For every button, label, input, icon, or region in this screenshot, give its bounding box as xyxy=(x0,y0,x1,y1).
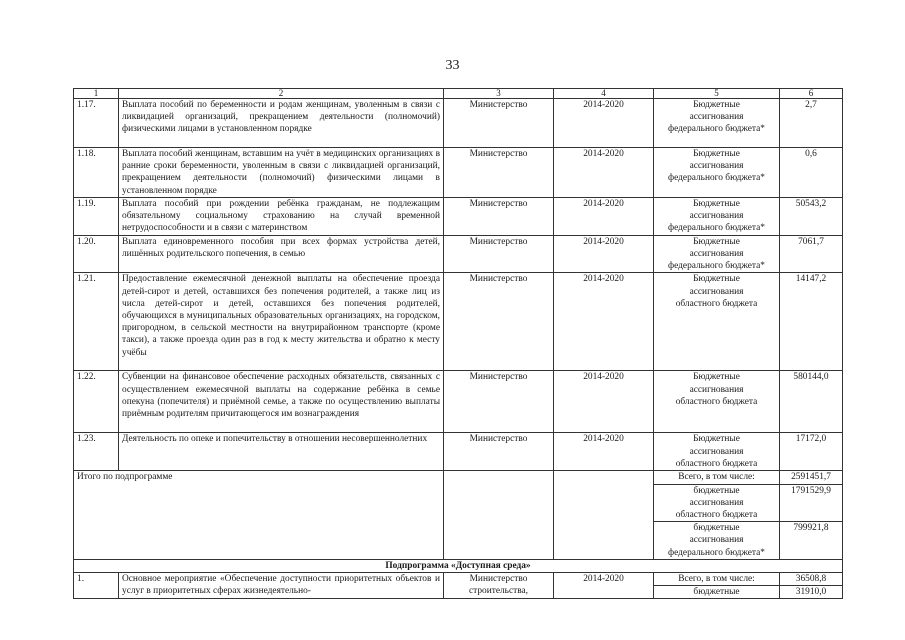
total-source: Всего, в том числе: xyxy=(654,471,780,484)
row-description: Выплата пособий при рождении ребёнка гражданам, не подлежащим обязательному социальному страхованию на случай временной нетрудоспособности и в связи с материнством xyxy=(119,197,444,235)
row-funding-source: Бюджетные ассигнования федерального бюджета* xyxy=(654,197,780,235)
row-period: 2014-2020 xyxy=(554,197,654,235)
row-period: 2014-2020 xyxy=(554,433,654,471)
row-description: Выплата пособий женщинам, вставшим на учёт в медицинских организациях в ранние сроки беременности, уволенным в связи с ликвидацией организаций, прекращением деятельности (полномочий) физическими лицами в установленном порядке xyxy=(119,148,444,198)
table-row xyxy=(74,371,843,433)
table-row xyxy=(74,433,843,471)
table-row xyxy=(74,573,843,586)
row-funding-source: Бюджетные ассигнования областного бюджета xyxy=(654,433,780,471)
row-funding-source: Бюджетные ассигнования федерального бюджета* xyxy=(654,235,780,273)
row-description: Деятельность по опеке и попечительству в отношении несовершеннолетних xyxy=(119,433,444,471)
table-row xyxy=(74,148,843,198)
total-label: Итого по подпрограмме xyxy=(74,471,444,559)
row-funding-source: Бюджетные ассигнования областного бюджета xyxy=(654,273,780,371)
total-row xyxy=(74,471,843,484)
header-col-2: 2 xyxy=(119,89,444,99)
row-description: Выплата единовременного пособия при всех формах устройства детей, лишённых родительского попечения, в семью xyxy=(119,235,444,273)
table-row xyxy=(74,273,843,371)
total-amount: 799921,8 xyxy=(780,522,843,560)
row-amount: 50543,2 xyxy=(780,197,843,235)
total-period-empty xyxy=(554,471,654,559)
row-description: Предоставление ежемесячной денежной выплаты на обеспечение проезда детей-сирот и детей, оставшихся без попечения родителей, а также лиц из числа детей-сирот и детей, оставшихся без попечения родителей, обучающихся в муниципальных образовательных организациях, на городском, пригородном, в сельской местности на внутрирайонном транспорте (кроме такси), а также проезда один раз в год к месту жительства и обратно к месту учёбы xyxy=(119,273,444,371)
row-period: 2014-2020 xyxy=(554,148,654,198)
section-row xyxy=(74,559,843,572)
total-source: бюджетные ассигнования областного бюджета xyxy=(654,484,780,522)
header-col-6: 6 xyxy=(780,89,843,99)
row-period: 2014-2020 xyxy=(554,235,654,273)
row-executor: Министерство xyxy=(444,148,554,198)
header-col-5: 5 xyxy=(654,89,780,99)
row-funding-source: Бюджетные ассигнования федерального бюджета* xyxy=(654,99,780,148)
row-number: 1.20. xyxy=(74,235,119,273)
row-executor: Министерство строительства, xyxy=(444,573,554,599)
total-amount: 2591451,7 xyxy=(780,471,843,484)
row-number: 1.21. xyxy=(74,273,119,371)
row-number: 1.22. xyxy=(74,371,119,433)
section-title: Подпрограмма «Доступная среда» xyxy=(74,559,843,572)
row-period: 2014-2020 xyxy=(554,573,654,599)
table-row xyxy=(74,235,843,273)
row-amount: 17172,0 xyxy=(780,433,843,471)
row-executor: Министерство xyxy=(444,371,554,433)
program-table xyxy=(73,88,843,599)
row-amount: 36508,8 xyxy=(780,573,843,586)
page-number: 33 xyxy=(445,58,460,73)
row-amount: 580144,0 xyxy=(780,371,843,433)
row-number: 1.19. xyxy=(74,197,119,235)
table-row xyxy=(74,99,843,148)
row-description: Субвенции на финансовое обеспечение расходных обязательств, связанных с осуществлением ежемесячной выплаты на содержание ребёнка в семье опекуна (попечителя) и приёмной семье, а также по осуществлению выплаты приёмным родителям причитающегося им вознаграждения xyxy=(119,371,444,433)
row-amount: 0,6 xyxy=(780,148,843,198)
row-number: 1.17. xyxy=(74,99,119,148)
total-source: бюджетные ассигнования федерального бюджета* xyxy=(654,522,780,560)
row-executor: Министерство xyxy=(444,433,554,471)
row-funding-source: Бюджетные ассигнования областного бюджета xyxy=(654,371,780,433)
header-row xyxy=(74,89,843,99)
row-period: 2014-2020 xyxy=(554,99,654,148)
row-funding-source: Бюджетные ассигнования федерального бюджета* xyxy=(654,148,780,198)
row-number: 1. xyxy=(74,573,119,599)
row-amount: 14147,2 xyxy=(780,273,843,371)
row-executor: Министерство xyxy=(444,197,554,235)
header-col-1: 1 xyxy=(74,89,119,99)
row-description: Выплата пособий по беременности и родам женщинам, уволенным в связи с ликвидацией организаций, прекращением деятельности (полномочий) физическими лицами в установленном порядке xyxy=(119,99,444,148)
header-col-4: 4 xyxy=(554,89,654,99)
row-funding-source: бюджетные xyxy=(654,586,780,599)
total-executor-empty xyxy=(444,471,554,559)
row-amount: 7061,7 xyxy=(780,235,843,273)
total-amount: 1791529,9 xyxy=(780,484,843,522)
row-number: 1.23. xyxy=(74,433,119,471)
row-number: 1.18. xyxy=(74,148,119,198)
row-executor: Министерство xyxy=(444,235,554,273)
row-period: 2014-2020 xyxy=(554,273,654,371)
row-executor: Министерство xyxy=(444,99,554,148)
row-amount: 31910,0 xyxy=(780,586,843,599)
table-row xyxy=(74,197,843,235)
row-amount: 2,7 xyxy=(780,99,843,148)
row-executor: Министерство xyxy=(444,273,554,371)
row-description: Основное мероприятие «Обеспечение доступности приоритетных объектов и услуг в приоритетных сферах жизнедеятельно- xyxy=(119,573,444,599)
row-funding-source: Всего, в том числе: xyxy=(654,573,780,586)
row-period: 2014-2020 xyxy=(554,371,654,433)
header-col-3: 3 xyxy=(444,89,554,99)
